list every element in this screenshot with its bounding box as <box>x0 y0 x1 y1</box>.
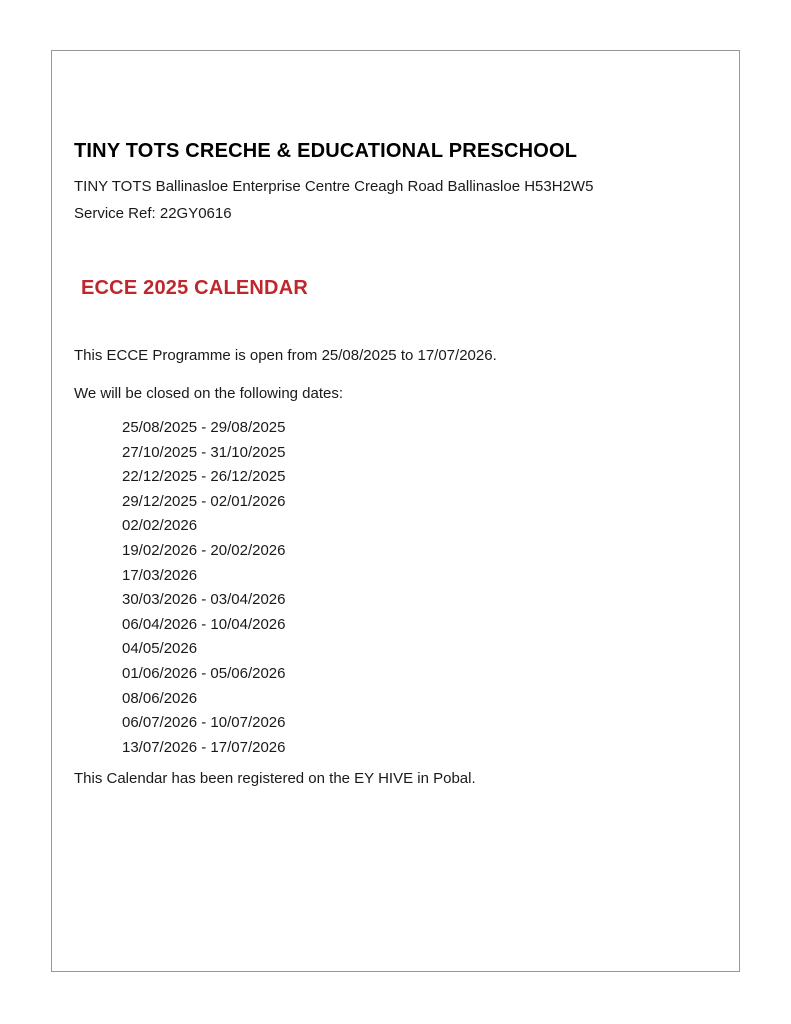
closed-date-item: 06/04/2026 - 10/04/2026 <box>122 615 286 633</box>
calendar-heading: ECCE 2025 CALENDAR <box>81 277 308 299</box>
programme-open-line: This ECCE Programme is open from 25/08/2025 to 17/07/2026. <box>74 347 497 364</box>
closed-dates-list <box>122 416 709 760</box>
closed-date-item: 08/06/2026 <box>122 689 198 707</box>
closed-date-item: 02/02/2026 <box>122 517 198 535</box>
document-title: TINY TOTS CRECHE & EDUCATIONAL PRESCHOOL <box>74 140 578 162</box>
closed-date-item: 25/08/2025 - 29/08/2025 <box>122 419 286 436</box>
closed-date-item: 27/10/2025 - 31/10/2025 <box>122 443 286 461</box>
registration-note: This Calendar has been registered on the EY HIVE in Pobal. <box>74 770 476 788</box>
closed-date-item: 17/03/2026 <box>122 566 198 584</box>
closed-date-item: 01/06/2026 - 05/06/2026 <box>122 664 286 682</box>
document-page <box>51 50 740 972</box>
closed-date-item: 04/05/2026 <box>122 640 198 658</box>
closed-date-item: 30/03/2026 - 03/04/2026 <box>122 591 286 609</box>
closed-date-item: 19/02/2026 - 20/02/2026 <box>122 541 286 559</box>
closed-dates-intro: We will be closed on the following dates: <box>74 385 344 402</box>
service-ref: Service Ref: 22GY0616 <box>74 205 232 222</box>
closed-date-item: 22/12/2025 - 26/12/2025 <box>122 468 286 486</box>
address-line: TINY TOTS Ballinasloe Enterprise Centre Creagh Road Ballinasloe H53H2W5 <box>74 178 594 195</box>
closed-date-item: 29/12/2025 - 02/01/2026 <box>122 492 286 510</box>
closed-date-item: 06/07/2026 - 10/07/2026 <box>122 714 286 732</box>
closed-date-item: 13/07/2026 - 17/07/2026 <box>122 738 286 756</box>
